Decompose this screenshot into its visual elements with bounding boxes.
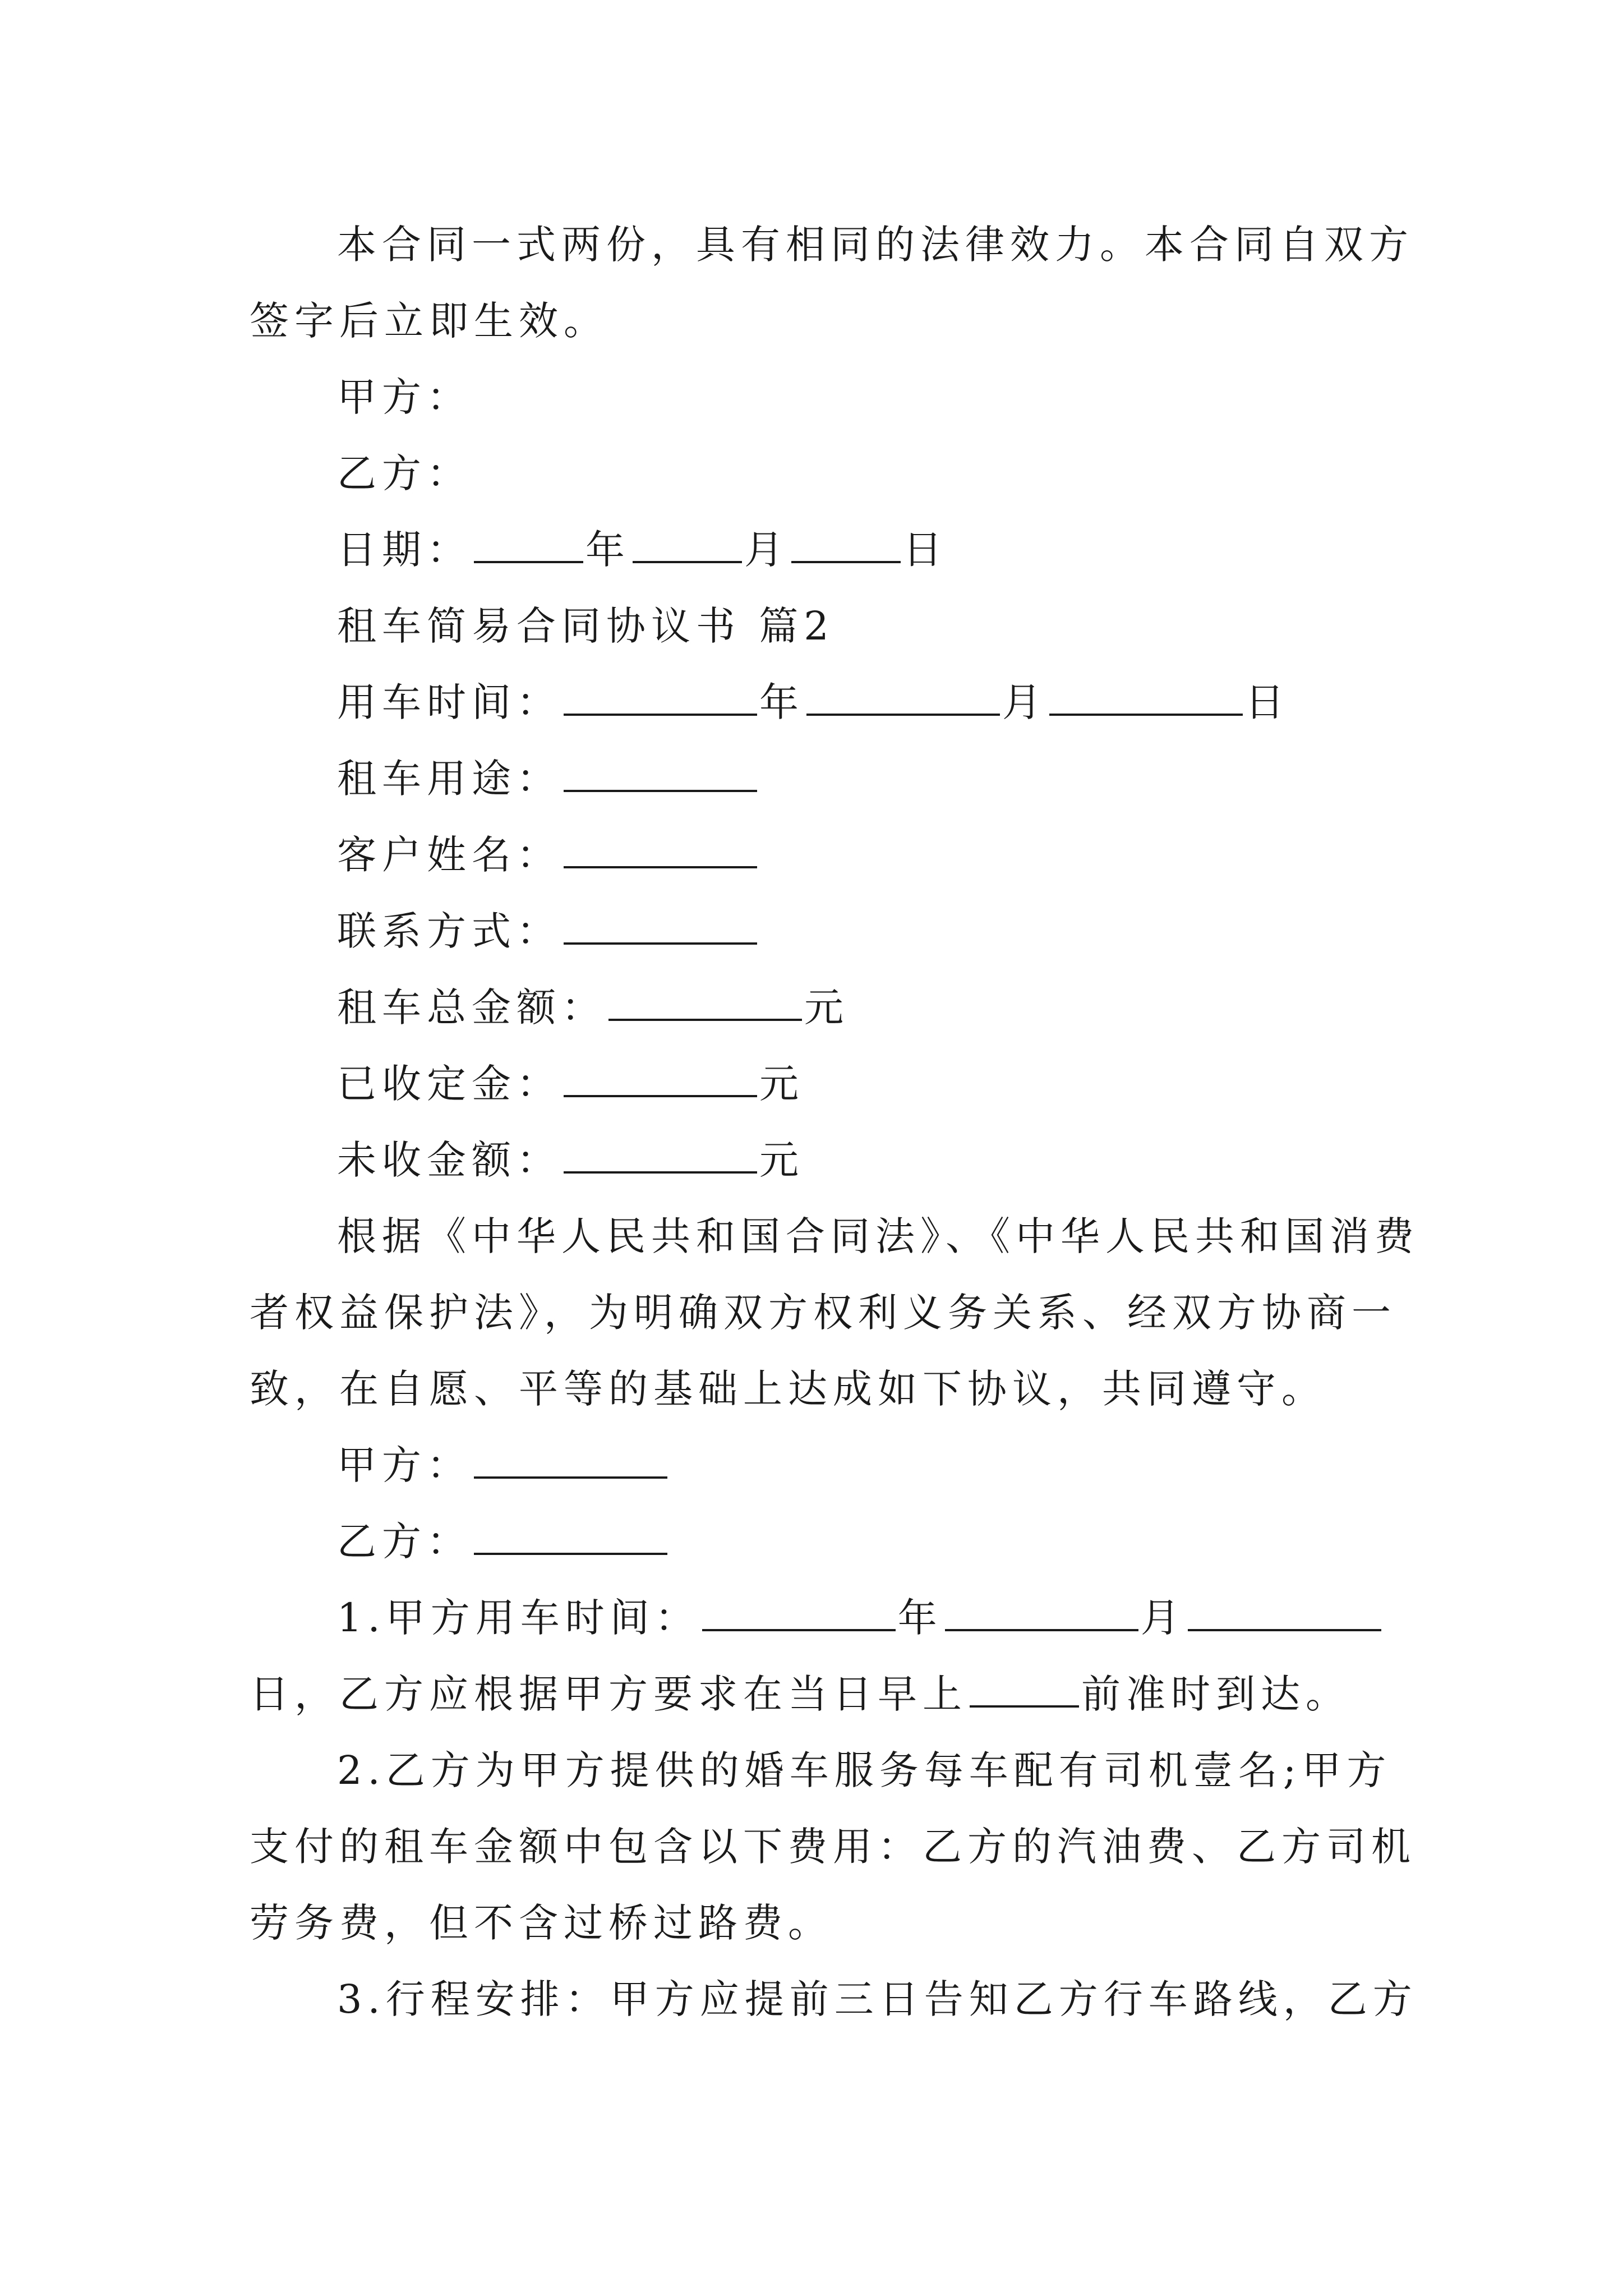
closing-paragraph-line-1: 本合同一式两份，具有相同的法律效力。本合同自双方 (337, 222, 1414, 268)
closing-paragraph-line-2: 签字后立即生效。 (250, 298, 608, 344)
date-label: 日期： (337, 527, 472, 573)
blank-field (791, 522, 901, 563)
intro-paragraph-line-1: 根据《中华人民共和国合同法》、《中华人民共和国消费 (337, 1213, 1419, 1259)
clause-1-line-2 (250, 1666, 1350, 1722)
yuan-label: 元 (804, 984, 849, 1030)
clause-1-line-1 (337, 1590, 1384, 1646)
yuan-label: 元 (759, 1061, 804, 1107)
day-label: 日 (903, 527, 948, 573)
blank-field (474, 522, 583, 563)
party-a-label: 甲方： (337, 1442, 472, 1488)
year-label: 年 (897, 1595, 943, 1641)
clause-2-line-3: 劳务费，但不含过桥过路费。 (250, 1900, 833, 1946)
use-time-label: 用车时间： (337, 679, 561, 725)
yuan-label: 元 (759, 1137, 804, 1183)
blank-field (702, 1590, 896, 1631)
section-title: 租车简易合同协议书 篇2 (337, 603, 834, 649)
blank-field (1188, 1590, 1381, 1631)
total-label: 租车总金额： (337, 984, 606, 1030)
blank-field (564, 1056, 757, 1097)
unpaid-label: 未收金额： (337, 1137, 561, 1183)
blank-field (970, 1666, 1079, 1708)
deposit-line (337, 1056, 804, 1112)
clause-3-line-1: 3.行程安排：甲方应提前三日告知乙方行车路线，乙方 (337, 1976, 1418, 2022)
total-line (337, 979, 849, 1036)
intro-paragraph-line-2: 者权益保护法》，为明确双方权利义务关系、经双方协商一 (250, 1290, 1396, 1336)
date-line (337, 522, 948, 578)
year-label: 年 (585, 527, 630, 573)
deposit-label: 已收定金： (337, 1061, 561, 1107)
blank-field (564, 674, 757, 716)
blank-field (564, 1132, 757, 1174)
party-b-label: 乙方： (337, 450, 472, 496)
month-label: 月 (1002, 679, 1047, 725)
party-a-label: 甲方： (337, 374, 472, 420)
blank-field (474, 1437, 667, 1479)
purpose-line (337, 751, 759, 807)
party-a-line (337, 1437, 670, 1493)
customer-line (337, 827, 759, 883)
year-label: 年 (759, 679, 804, 725)
party-b-label: 乙方： (337, 1519, 472, 1565)
blank-field (564, 903, 757, 945)
blank-field (633, 522, 742, 563)
blank-field (608, 979, 802, 1021)
clause-2-line-1: 2.乙方为甲方提供的婚车服务每车配有司机壹名;甲方 (337, 1747, 1392, 1793)
clause-1-label: 1.甲方用车时间： (337, 1595, 700, 1641)
month-label: 月 (1140, 1595, 1186, 1641)
clause-2-line-2: 支付的租车金额中包含以下费用：乙方的汽油费、乙方司机 (250, 1824, 1416, 1870)
blank-field (474, 1513, 667, 1555)
blank-field (806, 674, 1000, 716)
use-time-line (337, 674, 1290, 730)
blank-field (564, 751, 757, 792)
contact-line (337, 903, 759, 959)
purpose-label: 租车用途： (337, 756, 561, 802)
month-label: 月 (744, 527, 789, 573)
blank-field (945, 1590, 1138, 1631)
clause-1-text-a: 日，乙方应根据甲方要求在当日早上 (250, 1671, 967, 1717)
customer-label: 客户姓名： (337, 832, 561, 878)
intro-paragraph-line-3: 致，在自愿、平等的基础上达成如下协议，共同遵守。 (250, 1366, 1326, 1412)
clause-1-text-b: 前准时到达。 (1081, 1671, 1350, 1717)
party-b-line (337, 1513, 670, 1570)
contact-label: 联系方式： (337, 908, 561, 954)
day-label: 日 (1245, 679, 1290, 725)
blank-field (564, 827, 757, 868)
unpaid-line (337, 1132, 804, 1188)
blank-field (1049, 674, 1243, 716)
